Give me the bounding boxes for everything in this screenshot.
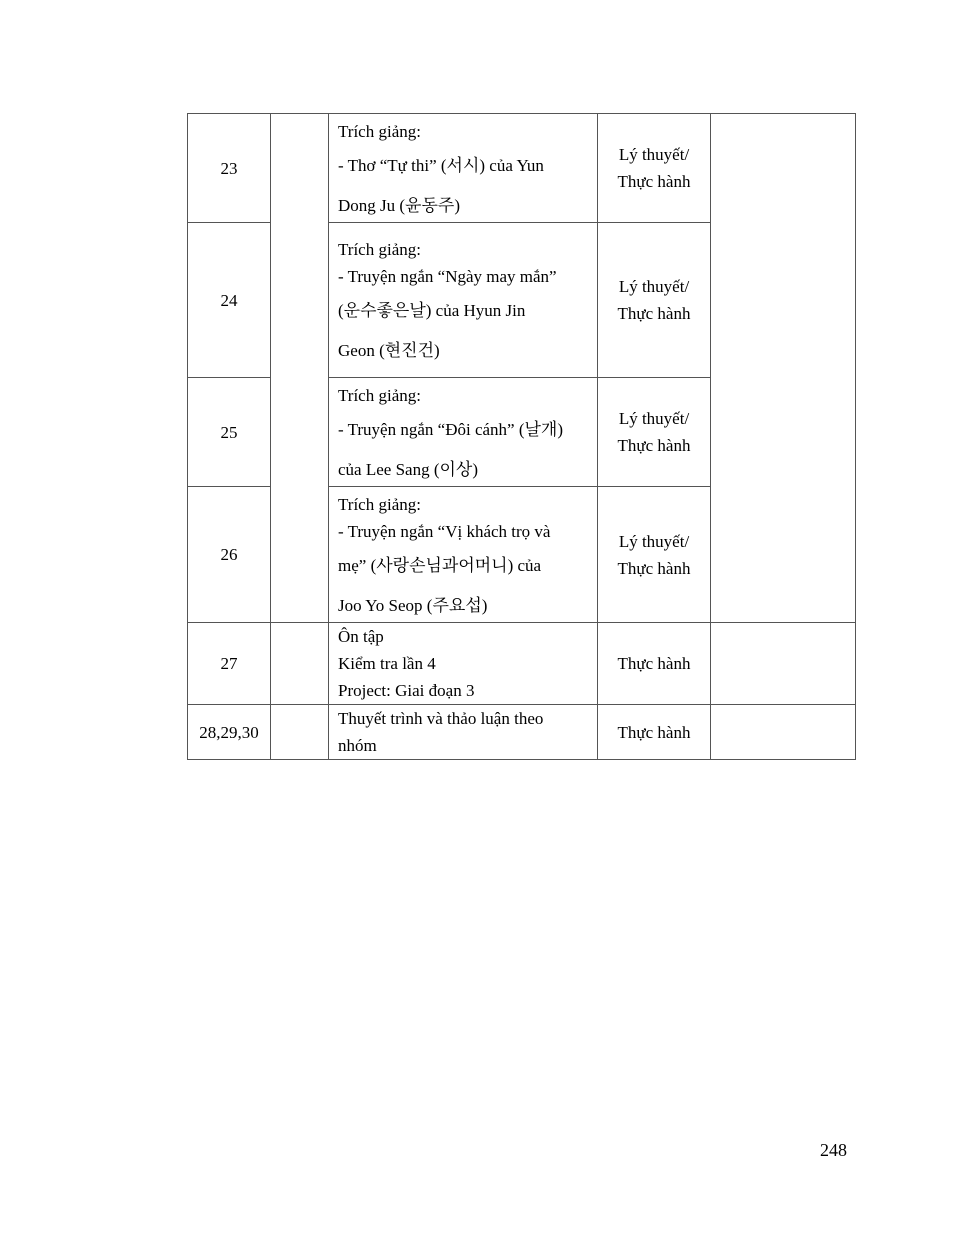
content-line: - Truyện ngắn “Đôi cánh” (날개) <box>338 419 563 439</box>
empty-notes-cell <box>711 705 856 760</box>
content-line: Trích giảng: <box>338 385 421 405</box>
table-row <box>188 114 856 223</box>
type-line: Lý thuyết/ <box>618 409 690 428</box>
type-cell <box>598 705 711 760</box>
type-cell <box>598 623 711 705</box>
content-line: Kiểm tra lần 4 <box>338 654 436 673</box>
content-line: Trích giảng: <box>338 121 421 141</box>
type-line: Thực hành <box>617 654 691 673</box>
empty-cell <box>271 623 329 705</box>
empty-notes-cell-merged <box>711 114 856 623</box>
empty-cell <box>271 705 329 760</box>
content-cell <box>329 623 598 705</box>
content-line: Ôn tập <box>338 627 384 646</box>
content-line: Thuyết trình và thảo luận theo <box>338 709 544 728</box>
type-cell <box>598 223 711 378</box>
week-number-cell: 28,29,30 <box>188 705 271 760</box>
content-line: của Lee Sang (이상) <box>338 459 478 479</box>
content-line: Trích giảng: <box>338 494 421 514</box>
content-line: (운수좋은날) của Hyun Jin <box>338 301 526 320</box>
content-cell <box>329 705 598 760</box>
week-number-cell: 24 <box>188 223 271 378</box>
type-line: Thực hành <box>617 436 691 455</box>
type-line: Thực hành <box>617 172 691 191</box>
content-line: - Truyện ngắn “Vị khách trọ và <box>338 521 551 541</box>
content-line: Geon (현진건) <box>338 341 440 360</box>
content-cell <box>329 487 598 623</box>
type-line: Lý thuyết/ <box>618 531 690 551</box>
week-number-cell: 26 <box>188 487 271 623</box>
week-number-cell: 27 <box>188 623 271 705</box>
type-cell <box>598 378 711 487</box>
table-row <box>188 705 856 760</box>
page-number: 248 <box>820 1140 847 1160</box>
content-line: Trích giảng: <box>338 240 421 259</box>
type-line: Lý thuyết/ <box>618 145 690 164</box>
type-line: Lý thuyết/ <box>618 277 690 296</box>
type-cell <box>598 114 711 223</box>
content-line: Joo Yo Seop (주요섭) <box>338 595 488 615</box>
content-line: mẹ” (사랑손님과어머니) của <box>338 555 542 575</box>
table-row <box>188 623 856 705</box>
type-line: Thực hành <box>617 558 691 578</box>
content-line: - Truyện ngắn “Ngày may mắn” <box>338 267 557 286</box>
content-line: nhóm <box>338 736 377 755</box>
course-schedule-table <box>187 113 856 760</box>
content-cell <box>329 114 598 223</box>
content-line: - Thơ “Tự thi” (서시) của Yun <box>338 155 544 175</box>
week-number-cell: 23 <box>188 114 271 223</box>
empty-cell-merged <box>271 114 329 623</box>
content-line: Dong Ju (윤동주) <box>338 195 460 215</box>
content-cell <box>329 223 598 378</box>
type-line: Thực hành <box>617 304 691 323</box>
content-line: Project: Giai đoạn 3 <box>338 681 475 700</box>
empty-notes-cell <box>711 623 856 705</box>
week-number-cell: 25 <box>188 378 271 487</box>
type-line: Thực hành <box>617 722 691 742</box>
content-cell <box>329 378 598 487</box>
type-cell <box>598 487 711 623</box>
